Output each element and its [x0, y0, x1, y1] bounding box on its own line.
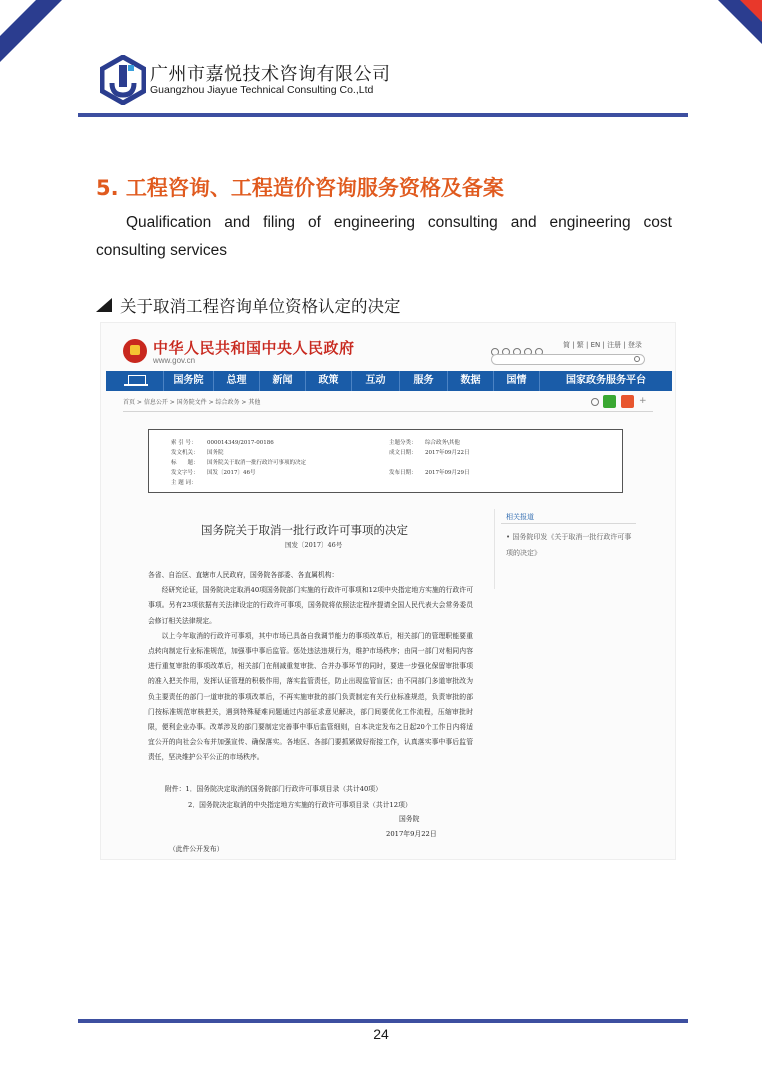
meta-theme: 主题分类： 综合政务\其他	[389, 440, 460, 446]
document-sign-date: 2017年9月22日	[386, 830, 437, 838]
nav-item-national-info: 国情	[494, 371, 540, 391]
document-body	[148, 568, 473, 766]
document-title: 国务院关于取消一批行政许可事项的决定	[201, 523, 408, 537]
company-name-cn: 广州市嘉悦技术咨询有限公司	[150, 64, 391, 85]
page-number: 24	[373, 1026, 389, 1042]
attachment-2: 2．国务院决定取消的中央指定地方实施的行政许可事项目录（共计12项）	[188, 801, 412, 809]
nav-item-policy: 政策	[306, 371, 352, 391]
footer-divider	[78, 1019, 688, 1023]
gov-nav-bar	[106, 371, 672, 391]
section-title: 5. 工程咨询、工程造价咨询服务资格及备案	[96, 176, 504, 200]
company-logo-icon	[100, 55, 146, 105]
meta-created: 成文日期： 2017年09月22日	[389, 450, 470, 456]
document-signer: 国务院	[399, 815, 420, 823]
meta-title: 标 题： 国务院关于取消一批行政许可事项的决定	[171, 460, 307, 466]
corner-decoration-right-accent	[740, 0, 762, 22]
nav-item-news: 新闻	[260, 371, 306, 391]
related-reports-heading: 相关报道	[506, 513, 534, 521]
national-emblem-icon	[123, 339, 147, 363]
share-icon	[591, 398, 599, 406]
nav-item-service: 服务	[400, 371, 448, 391]
social-icons	[491, 341, 561, 351]
top-links: 简 | 繁 | EN | 注册 | 登录	[563, 341, 642, 349]
nav-home-icon	[106, 371, 164, 391]
gov-site-url: www.gov.cn	[153, 356, 196, 365]
weibo-share-icon	[621, 395, 634, 408]
document-salutation: 各省、自治区、直辖市人民政府，国务院各部委、各直属机构：	[148, 571, 339, 579]
header-divider	[78, 113, 688, 117]
document-number: 国发〔2017〕46号	[285, 541, 343, 549]
breadcrumb-divider	[123, 411, 653, 412]
plus-icon: +	[639, 396, 647, 406]
search-icon	[634, 356, 640, 362]
nav-item-state-council: 国务院	[164, 371, 214, 391]
related-underline	[501, 523, 636, 524]
embedded-screenshot	[100, 322, 676, 860]
publish-note: （此件公开发布）	[169, 845, 224, 853]
nav-item-interaction: 互动	[352, 371, 400, 391]
nav-item-premier: 总理	[214, 371, 260, 391]
breadcrumb: 首页 > 信息公开 > 国务院文件 > 综合政务 > 其他	[123, 399, 261, 406]
document-paragraph: 以上今年取消的行政许可事项，其中市场已具备自我调节能力的事项改革后，相关部门的管理职能要重点转向制定行业标准规范，加强事中事后监管。惩处违法违规行为，维护市场秩序；由同一部门对相同内容进行重复审批的事项改革后，相关部门在削减重复审批、合并办事环节的同时，要进一步强化保留审批事项的准入把关作用，发挥认证管理的积极作用，落实监管责任，防止出现监管盲区；由不同部门多道审批改为负主要责任的部门一道审批的事项改革后，不再实施审批的部门负责制定有关行业标准规范，负责审批的部门按标准规范审核把关，遇到特殊疑难问题通过内部征求意见解决，部门间要优化工作流程，压缩审批时限，便利企业办事。改革涉及的部门要制定完善事中事后监管细则，自本决定发布之日起20个工作日内将适宜公开的向社会公布并加强宣传、确保落实。各地区、各部门要抓紧做好衔接工作，认真落实事中事后监管责任，坚决维护公平公正的市场秩序。	[148, 631, 473, 762]
meta-keywords: 主 题 词：	[171, 480, 197, 486]
corner-decoration-left-inner	[0, 0, 36, 36]
meta-published: 发布日期： 2017年09月29日	[389, 470, 470, 476]
related-divider	[494, 509, 495, 589]
sub-heading: 关于取消工程咨询单位资格认定的决定	[120, 297, 401, 316]
meta-docno: 发文字号： 国发〔2017〕46号	[171, 470, 256, 476]
nav-item-data: 数据	[448, 371, 494, 391]
document-paragraph: 经研究论证，国务院决定取消40项国务院部门实施的行政许可事项和12项中央指定地方实施的行政许可事项。另有23项依据有关法律设定的行政许可事项，国务院将依照法定程序提请全国人民代表大会常务委员会修订相关法律规定。	[148, 586, 473, 625]
gov-search-input	[491, 354, 645, 365]
related-report-link: • 国务院印发《关于取消一批行政许可事项的决定》	[506, 533, 632, 557]
share-icons	[591, 395, 651, 409]
meta-issuer: 发文机关： 国务院	[171, 450, 224, 456]
document-meta-box	[148, 429, 623, 493]
nav-item-service-platform: 国家政务服务平台	[566, 375, 646, 386]
wechat-share-icon	[603, 395, 616, 408]
meta-index: 索 引 号： 000014349/2017-00186	[171, 440, 274, 446]
company-name-en: Guangzhou Jiayue Technical Consulting Co.,Ltd	[150, 84, 374, 96]
gov-site-title: 中华人民共和国中央人民政府	[153, 339, 355, 357]
section-subtitle-en: Qualification and filing of engineering consulting and engineering cost consulting services	[96, 214, 672, 259]
triangle-bullet-icon	[96, 298, 112, 312]
attachment-1: 附件：1．国务院决定取消的国务院部门行政许可事项目录（共计40项）	[165, 785, 382, 793]
